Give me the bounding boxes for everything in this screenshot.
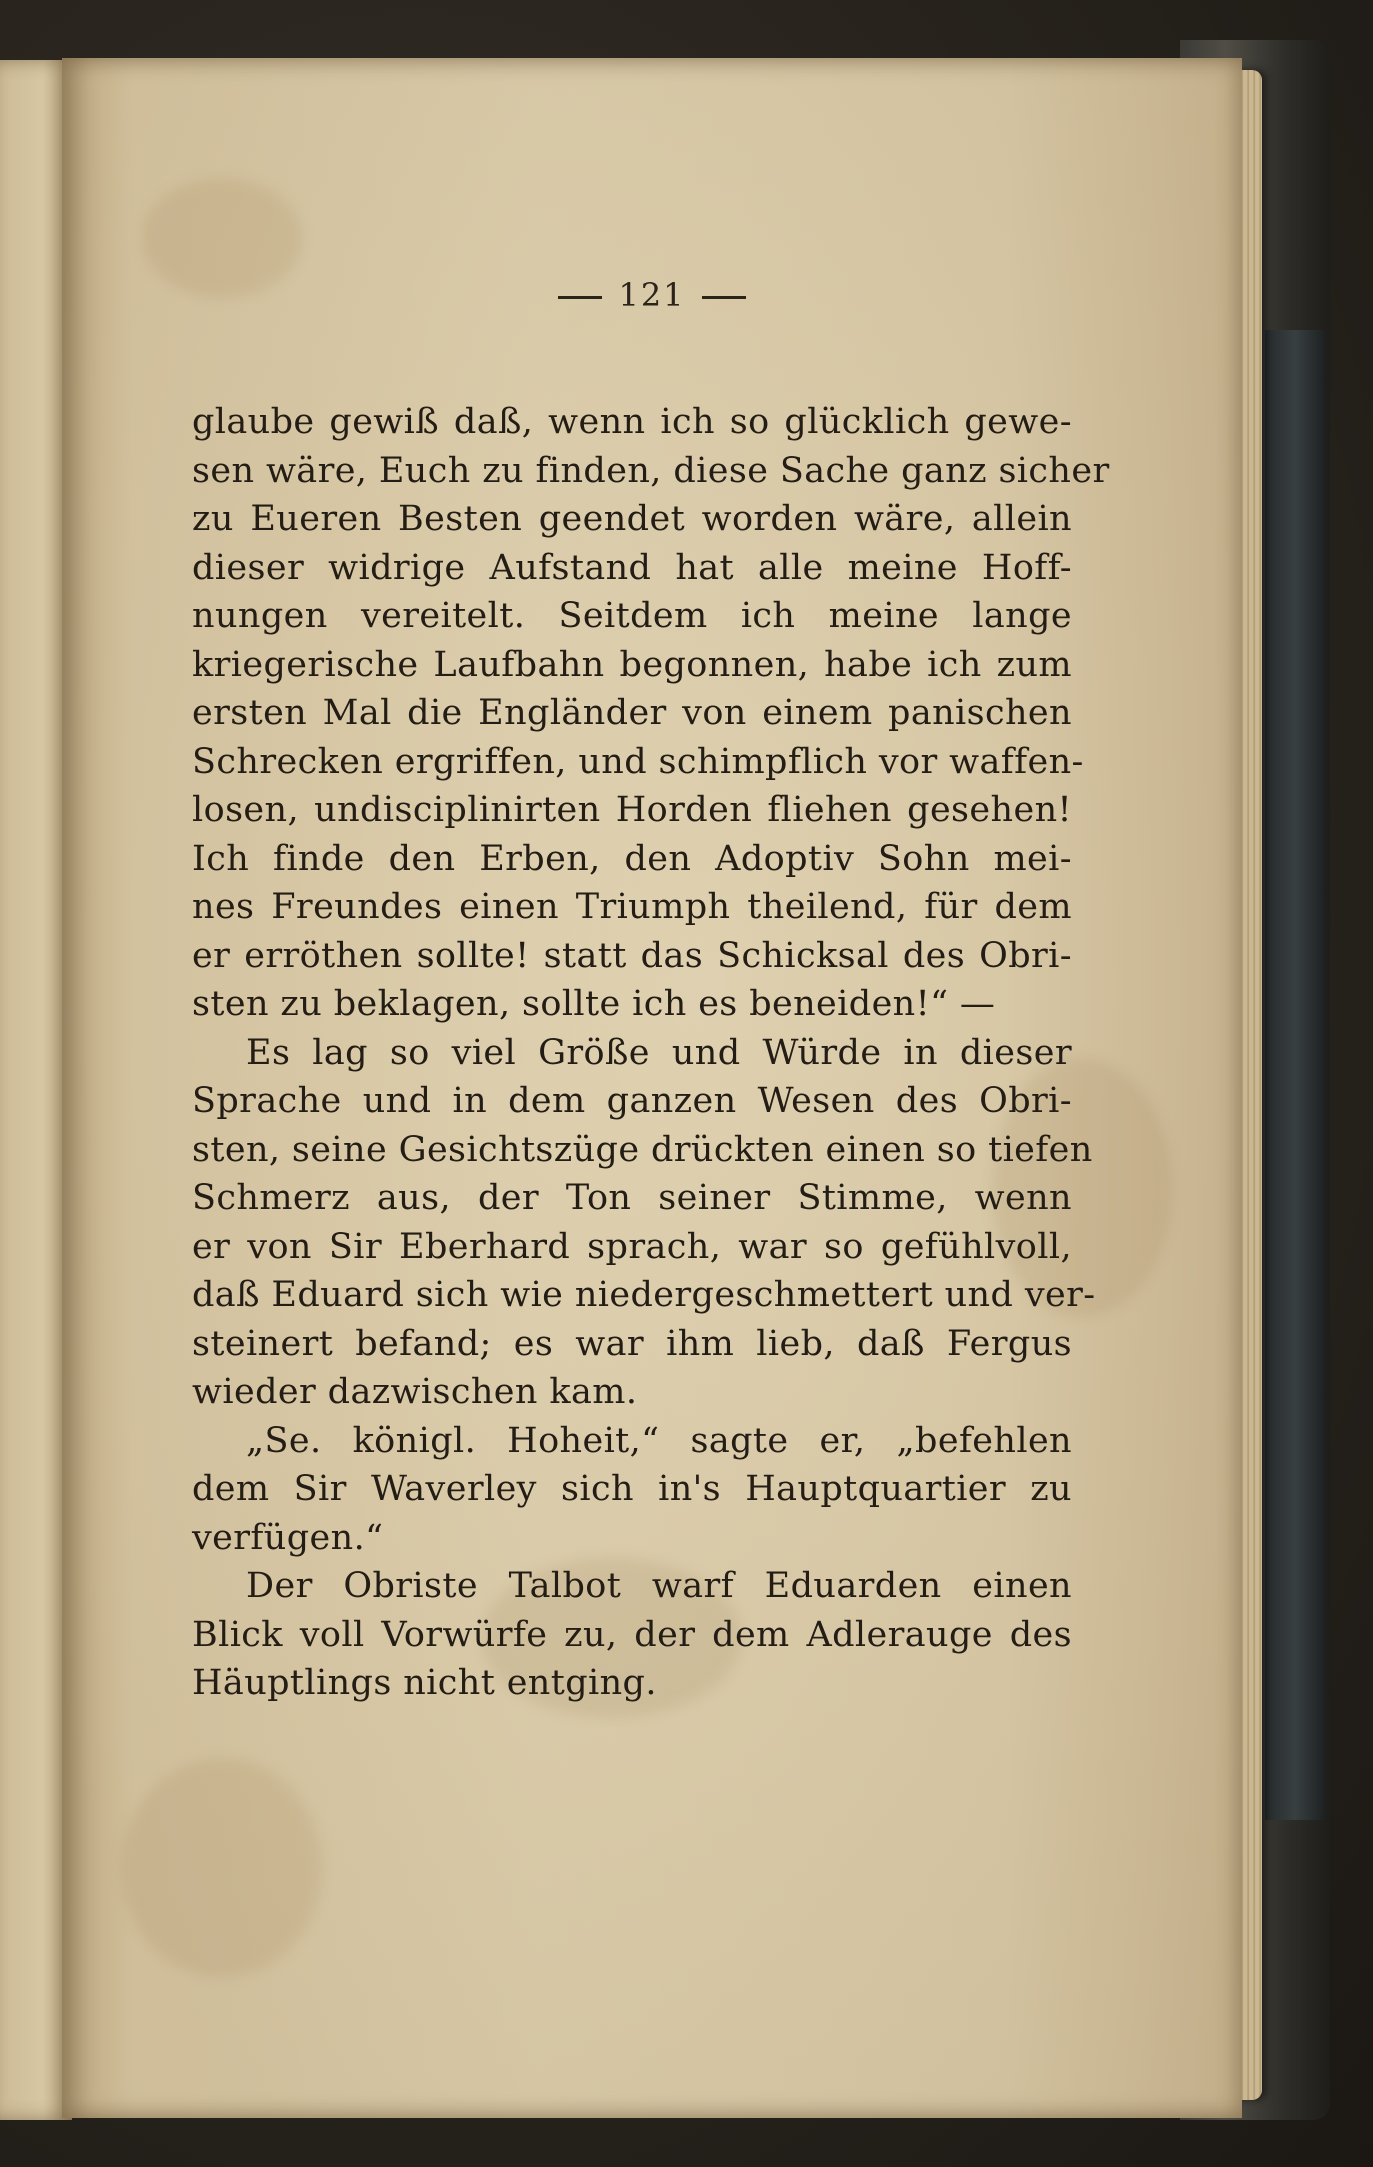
- paragraph-start-line: Der Obriste Talbot warf Eduarden einen: [246, 1566, 1072, 1606]
- text-line: nungen vereitelt. Seitdem ich meine lange: [192, 596, 1072, 636]
- text-line: Sprache und in dem ganzen Wesen des Obri-: [192, 1081, 1072, 1121]
- text-line: sten, seine Gesichtszüge drückten einen so tiefen: [192, 1129, 1093, 1170]
- text-line: er erröthen sollte! statt das Schicksal des Obri-: [192, 935, 1072, 976]
- text-line: kriegerische Laufbahn begonnen, habe ich zum: [192, 644, 1072, 685]
- page-number: [62, 276, 1242, 314]
- text-line: ersten Mal die Engländer von einem panischen: [192, 693, 1072, 733]
- text-line: zu Eueren Besten geendet worden wäre, allein: [192, 499, 1072, 539]
- text-line: sen wäre, Euch zu finden, diese Sache ganz sicher: [192, 450, 1110, 491]
- text-line: dem Sir Waverley sich in's Hauptquartier zu: [192, 1469, 1072, 1509]
- text-line: Blick voll Vorwürfe zu, der dem Adlerauge des: [192, 1614, 1072, 1655]
- text-line: nes Freundes einen Triumph theilend, für dem: [192, 887, 1072, 927]
- dash-left: [558, 296, 602, 299]
- text-line: er von Sir Eberhard sprach, war so gefühlvoll,: [192, 1226, 1072, 1267]
- body-text: [192, 398, 1110, 1708]
- text-line: daß Eduard sich wie niedergeschmettert und ver-: [192, 1275, 1096, 1315]
- text-line: verfügen.“: [192, 1517, 384, 1558]
- page-number-value: 121: [618, 276, 686, 314]
- paragraph-start-line: Es lag so viel Größe und Würde in dieser: [246, 1032, 1072, 1073]
- text-line: Schrecken ergriffen, und schimpflich vor waffen-: [192, 741, 1084, 782]
- cover-spine-band: [1265, 330, 1325, 1820]
- text-line: steinert befand; es war ihm lieb, daß Fergus: [192, 1323, 1072, 1364]
- text-line: Ich finde den Erben, den Adoptiv Sohn mei-: [192, 838, 1072, 879]
- text-line: wieder dazwischen kam.: [192, 1372, 638, 1412]
- text-line: Schmerz aus, der Ton seiner Stimme, wenn: [192, 1178, 1072, 1218]
- paragraph-start-line: „Se. königl. Hoheit,“ sagte er, „befehlen: [246, 1420, 1072, 1461]
- text-line: glaube gewiß daß, wenn ich so glücklich gewe-: [192, 402, 1072, 442]
- dash-right: [702, 296, 746, 299]
- text-line: Häuptlings nicht entging.: [192, 1663, 657, 1703]
- text-line: dieser widrige Aufstand hat alle meine Hoff-: [192, 547, 1072, 588]
- text-line: sten zu beklagen, sollte ich es beneiden!“ —: [192, 984, 996, 1024]
- book-page: [62, 58, 1242, 2118]
- text-line: losen, undisciplinirten Horden fliehen gesehen!: [192, 790, 1072, 830]
